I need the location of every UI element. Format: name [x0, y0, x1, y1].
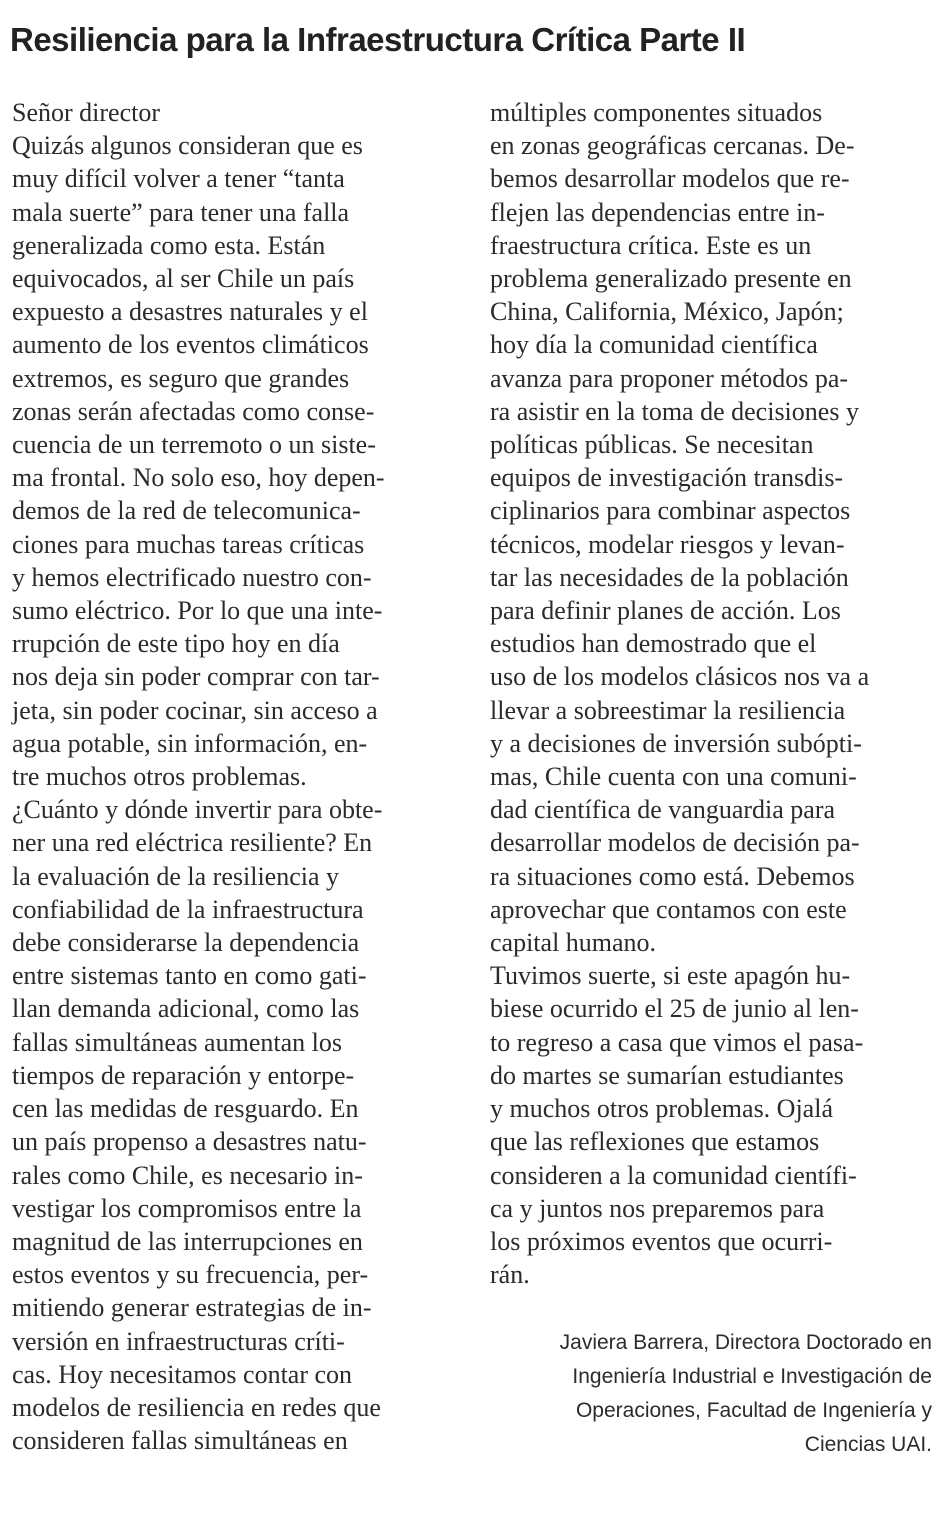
- body-text-line: tiempos de reparación y entorpe-: [12, 1060, 355, 1090]
- signature-line: Ingeniería Industrial e Investigación de: [572, 1365, 932, 1388]
- article-body-right-column: [490, 96, 934, 1291]
- body-text-line: extremos, es seguro que grandes: [12, 363, 350, 393]
- body-text-line: fallas simultáneas aumentan los: [12, 1027, 342, 1057]
- body-text-line: biese ocurrido el 25 de junio al len-: [490, 994, 859, 1024]
- body-text-line: modelos de resiliencia en redes que: [12, 1392, 381, 1422]
- body-text-line: mas, Chile cuenta con una comuni-: [490, 762, 857, 792]
- body-text-line: versión en infraestructuras críti-: [12, 1326, 345, 1356]
- body-text-line: generalizada como esta. Están: [12, 230, 326, 260]
- body-text-line: equivocados, al ser Chile un país: [12, 264, 355, 294]
- body-text-line: debe considerarse la dependencia: [12, 928, 360, 958]
- body-text-line: zonas serán afectadas como conse-: [12, 396, 375, 426]
- body-text-line: vestigar los compromisos entre la: [12, 1193, 362, 1223]
- body-text-line: en zonas geográficas cercanas. De-: [490, 131, 855, 161]
- body-text-line: cen las medidas de resguardo. En: [12, 1094, 359, 1124]
- body-text-line: que las reflexiones que estamos: [490, 1127, 820, 1157]
- body-text-line: equipos de investigación transdis-: [490, 463, 844, 493]
- body-text-line: entre sistemas tanto en como gati-: [12, 961, 367, 991]
- body-text-line: un país propenso a desastres natu-: [12, 1127, 367, 1157]
- body-text-line: to regreso a casa que vimos el pasa-: [490, 1027, 864, 1057]
- body-text-line: jeta, sin poder cocinar, sin acceso a: [12, 695, 378, 725]
- body-text-line: desarrollar modelos de decisión pa-: [490, 828, 860, 858]
- body-text-line: ner una red eléctrica resiliente? En: [12, 828, 373, 858]
- body-text-line: avanza para proponer métodos pa-: [490, 363, 849, 393]
- signature-line: Operaciones, Facultad de Ingeniería y: [575, 1399, 932, 1422]
- body-text-line: y muchos otros problemas. Ojalá: [490, 1094, 833, 1124]
- body-text-line: capital humano.: [490, 928, 657, 958]
- body-text-line: cas. Hoy necesitamos contar con: [12, 1359, 353, 1389]
- body-text-line: fraestructura crítica. Este es un: [490, 230, 812, 260]
- author-signature: [482, 1326, 932, 1462]
- body-text-line: consideren a la comunidad científi-: [490, 1160, 857, 1190]
- body-text-line: mala suerte” para tener una falla: [12, 197, 350, 227]
- article-body-left-column: [12, 96, 462, 1457]
- signature-line: Ciencias UAI.: [804, 1433, 932, 1456]
- body-text-line: rrupción de este tipo hoy en día: [12, 629, 340, 659]
- body-text-line: estos eventos y su frecuencia, per-: [12, 1260, 369, 1290]
- body-text-line: aprovechar que contamos con este: [490, 894, 847, 924]
- body-text-line: problema generalizado presente en: [490, 264, 852, 294]
- body-text-line: mitiendo generar estrategias de in-: [12, 1293, 372, 1323]
- body-text-line: ¿Cuánto y dónde invertir para obte-: [12, 795, 383, 825]
- body-text-line: llan demanda adicional, como las: [12, 994, 360, 1024]
- body-text-line: políticas públicas. Se necesitan: [490, 430, 814, 460]
- body-text-line: agua potable, sin información, en-: [12, 728, 368, 758]
- body-text-line: do martes se sumarían estudiantes: [490, 1060, 844, 1090]
- body-text-line: ciplinarios para combinar aspectos: [490, 496, 851, 526]
- body-text-line: ciones para muchas tareas críticas: [12, 529, 365, 559]
- body-text-line: consideren fallas simultáneas en: [12, 1426, 348, 1456]
- body-text-line: nos deja sin poder comprar con tar-: [12, 662, 380, 692]
- body-text-line: sumo eléctrico. Por lo que una inte-: [12, 596, 383, 626]
- body-text-line: uso de los modelos clásicos nos va a: [490, 662, 870, 692]
- body-text-line: la evaluación de la resiliencia y: [12, 861, 340, 891]
- body-text-line: ra asistir en la toma de decisiones y: [490, 396, 859, 426]
- body-text-line: ma frontal. No solo eso, hoy depen-: [12, 463, 385, 493]
- body-text-line: llevar a sobreestimar la resiliencia: [490, 695, 846, 725]
- article-title: Resiliencia para la Infraestructura Crítica Parte II: [10, 21, 746, 58]
- body-text-line: bemos desarrollar modelos que re-: [490, 164, 850, 194]
- body-text-line: Quizás algunos consideran que es: [12, 131, 363, 161]
- body-text-line: Señor director: [12, 98, 161, 127]
- body-text-line: tre muchos otros problemas.: [12, 762, 307, 792]
- body-text-line: y hemos electrificado nuestro con-: [12, 562, 372, 592]
- body-text-line: muy difícil volver a tener “tanta: [12, 164, 345, 194]
- body-text-line: para definir planes de acción. Los: [490, 596, 841, 626]
- body-text-line: estudios han demostrado que el: [490, 629, 817, 659]
- body-text-line: flejen las dependencias entre in-: [490, 197, 825, 227]
- body-text-line: ra situaciones como está. Debemos: [490, 861, 855, 891]
- body-text-line: múltiples componentes situados: [490, 98, 823, 127]
- body-text-line: magnitud de las interrupciones en: [12, 1226, 363, 1256]
- body-text-line: ca y juntos nos preparemos para: [490, 1193, 825, 1223]
- body-text-line: tar las necesidades de la población: [490, 562, 849, 592]
- body-text-line: Tuvimos suerte, si este apagón hu-: [490, 961, 851, 991]
- body-text-line: dad científica de vanguardia para: [490, 795, 836, 825]
- body-text-line: y a decisiones de inversión subópti-: [490, 728, 862, 758]
- body-text-line: cuencia de un terremoto o un siste-: [12, 430, 376, 460]
- body-text-line: aumento de los eventos climáticos: [12, 330, 369, 360]
- body-text-line: rales como Chile, es necesario in-: [12, 1160, 363, 1190]
- body-text-line: hoy día la comunidad científica: [490, 330, 818, 360]
- body-text-line: expuesto a desastres naturales y el: [12, 297, 368, 327]
- body-text-line: demos de la red de telecomunica-: [12, 496, 361, 526]
- signature-line: Javiera Barrera, Directora Doctorado en: [559, 1331, 932, 1354]
- body-text-line: China, California, México, Japón;: [490, 297, 844, 327]
- body-text-line: los próximos eventos que ocurri-: [490, 1226, 833, 1256]
- body-text-line: rán.: [490, 1260, 530, 1290]
- body-text-line: confiabilidad de la infraestructura: [12, 894, 364, 924]
- body-text-line: técnicos, modelar riesgos y levan-: [490, 529, 845, 559]
